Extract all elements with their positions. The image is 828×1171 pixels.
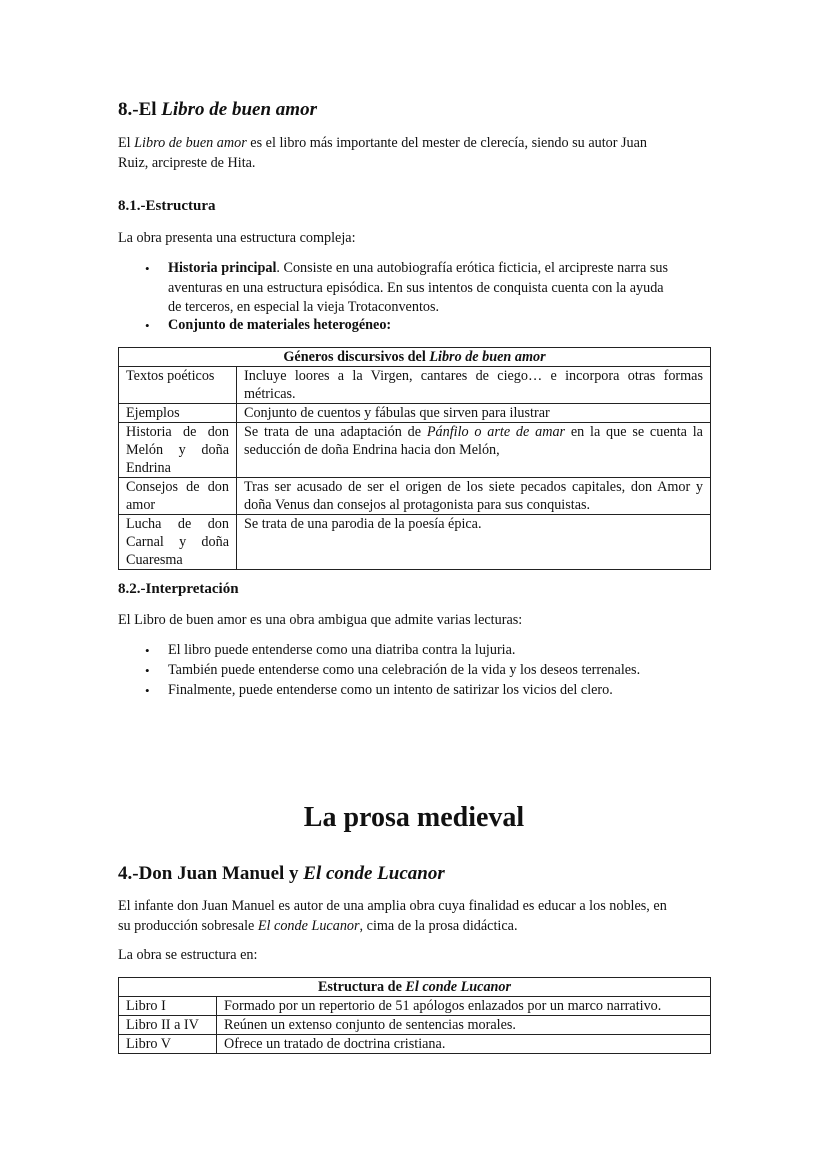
description-cell: Conjunto de cuentos y fábulas que sirven para ilustrar — [237, 404, 711, 423]
table-row — [119, 404, 711, 423]
section-8-2-title: 8.2.-Interpretación — [118, 581, 239, 597]
bullet-icon: • — [145, 643, 150, 658]
bullet-icon: • — [145, 261, 150, 276]
table-row — [119, 1035, 711, 1054]
section-8-1-intro: La obra presenta una estructura compleja: — [118, 230, 356, 246]
list-item: También puede entenderse como una celebración de la vida y los deseos terrenales. — [168, 662, 641, 678]
lucanor-table — [118, 977, 711, 1054]
table-row — [119, 997, 711, 1016]
genre-cell: Ejemplos — [119, 404, 237, 423]
section-4-paragraph: El infante don Juan Manuel es autor de una amplia obra cuya finalidad es educar a los nobles, en su producción sobresale El conde Lucanor, cima de la prosa didáctica. — [118, 898, 667, 934]
description-cell: Se trata de una parodia de la poesía épica. — [237, 515, 711, 570]
genre-cell: Textos poéticos — [119, 367, 237, 404]
book-cell: Libro I — [119, 997, 217, 1016]
table-row — [119, 1016, 711, 1035]
genre-cell: Historia de don Melón y doña Endrina — [119, 423, 237, 478]
section-8-intro: El Libro de buen amor es el libro más importante del mester de clerecía, siendo su autor Juan Ruiz, arcipreste de Hita. — [118, 135, 648, 171]
table-caption: Estructura de El conde Lucanor — [119, 978, 711, 997]
page-title: La prosa medieval — [303, 802, 525, 833]
section-8-1-title: 8.1.-Estructura — [118, 198, 216, 214]
description-cell: Tras ser acusado de ser el origen de los siete pecados capitales, don Amor y doña Venus dan consejos al protagonista para sus conquistas. — [237, 478, 711, 515]
section-8-2-intro: El Libro de buen amor es una obra ambigua que admite varias lecturas: — [118, 612, 523, 628]
section-8-title: 8.-El Libro de buen amor — [118, 99, 317, 120]
section-4-structure-intro: La obra se estructura en: — [118, 947, 258, 963]
bullet-conjunto-materiales: Conjunto de materiales heterogéneo: — [168, 317, 392, 333]
genre-cell: Consejos de don amor — [119, 478, 237, 515]
book-cell: Libro II a IV — [119, 1016, 217, 1035]
generos-table — [118, 347, 711, 570]
bullet-historia-principal: Historia principal. Consiste en una autobiografía erótica ficticia, el arcipreste narra sus aventuras en una estructura episódica. En sus intentos de conquista cuenta con la ayuda de terceros, en especial la vieja Trotaconventos. — [168, 260, 668, 315]
table-row — [119, 515, 711, 570]
bullet-icon: • — [145, 663, 150, 678]
bullet-icon: • — [145, 683, 150, 698]
bullet-icon: • — [145, 318, 150, 333]
section-4-title: 4.-Don Juan Manuel y El conde Lucanor — [118, 863, 445, 884]
book-cell: Libro V — [119, 1035, 217, 1054]
description-cell: Reúnen un extenso conjunto de sentencias morales. — [217, 1016, 711, 1035]
table-row — [119, 423, 711, 478]
list-item: Finalmente, puede entenderse como un intento de satirizar los vicios del clero. — [168, 682, 613, 698]
table-row — [119, 478, 711, 515]
table-caption-row — [119, 348, 711, 367]
list-item: El libro puede entenderse como una diatriba contra la lujuria. — [168, 642, 516, 658]
description-cell: Formado por un repertorio de 51 apólogos enlazados por un marco narrativo. — [217, 997, 711, 1016]
description-cell: Se trata de una adaptación de Pánfilo o arte de amar en la que se cuenta la seducción de doña Endrina hacia don Melón, — [237, 423, 711, 478]
description-cell: Ofrece un tratado de doctrina cristiana. — [217, 1035, 711, 1054]
table-caption: Géneros discursivos del Libro de buen amor — [119, 348, 711, 367]
description-cell: Incluye loores a la Virgen, cantares de ciego… e incorpora otras formas métricas. — [237, 367, 711, 404]
table-row — [119, 367, 711, 404]
table-caption-row — [119, 978, 711, 997]
genre-cell: Lucha de don Carnal y doña Cuaresma — [119, 515, 237, 570]
